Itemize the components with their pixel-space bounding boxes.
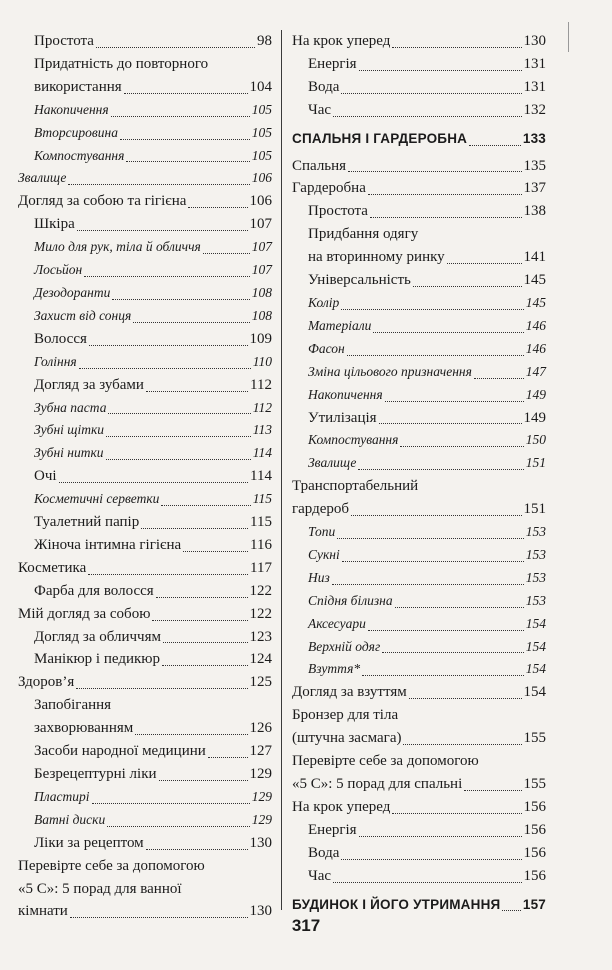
- toc-entry: [18, 145, 272, 168]
- toc-entry: [18, 855, 272, 924]
- dot-leader: [203, 252, 250, 254]
- toc-entry-title-cont: (штучна засмага): [292, 730, 402, 747]
- toc-entry-title: СПАЛЬНЯ І ГАРДЕРОБНА: [292, 130, 468, 146]
- dot-leader: [108, 412, 250, 414]
- toc-page-number: 114: [252, 445, 272, 461]
- toc-page-number: 106: [251, 170, 272, 186]
- toc-entry: [18, 99, 272, 122]
- dot-leader: [152, 619, 247, 621]
- page-number: 317: [291, 916, 321, 935]
- toc-page-number: 114: [250, 468, 272, 485]
- toc-page-number: 155: [523, 776, 546, 792]
- toc-entry-title: Взуття*: [308, 661, 361, 677]
- toc-entry: [292, 407, 546, 430]
- toc-entry-title: Придбання одягу: [308, 226, 419, 243]
- toc-entry-title: Косметичні серветки: [34, 491, 160, 507]
- toc-page-number: 157: [522, 896, 546, 912]
- toc-page-number: 149: [523, 409, 546, 426]
- toc-entry: [18, 259, 272, 282]
- dot-leader: [395, 606, 524, 608]
- dot-leader: [359, 69, 522, 71]
- toc-entry-title: Топи: [308, 524, 336, 540]
- toc-page-number: 153: [525, 592, 546, 608]
- toc-page-number: 122: [249, 605, 272, 622]
- toc-entry-last-line: [34, 76, 272, 99]
- dot-leader: [68, 183, 249, 185]
- toc-section-heading: [292, 894, 546, 917]
- toc-page-number: 130: [523, 33, 546, 49]
- toc-page-number: 135: [523, 157, 546, 174]
- toc-entry-title: Час: [308, 867, 332, 884]
- dot-leader: [146, 848, 248, 850]
- toc-page-number: 105: [251, 124, 272, 140]
- toc-entry: [292, 76, 546, 99]
- dot-leader: [107, 825, 250, 827]
- toc-page-number: 113: [252, 422, 272, 438]
- toc-page-number: 151: [523, 501, 546, 518]
- toc-entry: [292, 429, 546, 452]
- dot-leader: [106, 435, 251, 437]
- toc-page-number: 153: [525, 524, 546, 540]
- toc-entry-title: Аксесуари: [308, 615, 366, 631]
- toc-page-number: 154: [525, 615, 546, 631]
- toc-page-number: 105: [251, 147, 272, 163]
- toc-page-number: 123: [249, 628, 272, 645]
- toc-entry: [18, 236, 272, 259]
- toc-left-column: [18, 30, 272, 923]
- toc-page-number: 133: [522, 130, 546, 146]
- toc-entry-title: Ватні диски: [34, 811, 106, 827]
- toc-entry-title-cont: захворюванням: [34, 720, 134, 737]
- dot-leader: [161, 504, 250, 506]
- toc-entry: [18, 648, 272, 671]
- toc-entry-title: Придатність до повторного: [34, 55, 209, 72]
- dot-leader: [156, 596, 248, 598]
- dot-leader: [370, 216, 522, 218]
- dot-leader: [120, 138, 250, 140]
- dot-leader: [362, 674, 524, 676]
- toc-entry-title: Час: [308, 101, 332, 118]
- toc-page-number: 112: [252, 399, 272, 415]
- toc-entry-last-line: [292, 727, 546, 750]
- toc-entry: [18, 30, 272, 53]
- dot-leader: [502, 909, 520, 911]
- toc-entry-title: БУДИНОК І ЙОГО УТРИМАННЯ: [292, 896, 501, 912]
- toc-entry-last-line: [308, 246, 546, 269]
- toc-page-number: 145: [525, 294, 546, 310]
- toc-entry-title: Запобігання: [34, 697, 112, 714]
- toc-entry: [18, 167, 272, 190]
- toc-entry: [292, 223, 546, 269]
- toc-entry-title: Компостування: [308, 432, 399, 448]
- toc-entry-title: Перевірте себе за допомогою: [18, 857, 205, 874]
- toc-entry: [292, 315, 546, 338]
- toc-entry-title: Енергія: [308, 55, 357, 72]
- toc-entry: [292, 30, 546, 53]
- toc-entry: [18, 488, 272, 511]
- toc-entry-title-cont: на вторинному ринку: [308, 249, 445, 266]
- dot-leader: [392, 812, 521, 814]
- toc-entry-title: Спідня білизна: [308, 592, 393, 608]
- dot-leader: [358, 468, 523, 470]
- dot-leader: [59, 481, 249, 483]
- toc-entry: [292, 361, 546, 384]
- toc-entry-title: Низ: [308, 569, 330, 585]
- toc-entry: [292, 819, 546, 842]
- toc-page-number: 131: [523, 55, 546, 72]
- toc-entry: [292, 177, 546, 200]
- toc-entry-title: Косметика: [18, 559, 87, 576]
- toc-page-number: 154: [525, 661, 546, 677]
- toc-page-number: 156: [523, 798, 546, 815]
- toc-entry-title: Манікюр і педикюр: [34, 651, 160, 668]
- toc-page-number: 117: [250, 559, 272, 576]
- toc-entry: [18, 305, 272, 328]
- toc-entry-title: Енергія: [308, 821, 357, 838]
- toc-entry-title: Сукні: [308, 546, 340, 562]
- toc-entry-title: Накопичення: [308, 386, 383, 402]
- toc-page-number: 126: [249, 720, 272, 737]
- toc-entry-title: Лосьйон: [34, 262, 83, 278]
- dot-leader: [96, 46, 255, 48]
- dot-leader: [464, 789, 521, 791]
- toc-entry-title: Фарба для волосся: [34, 582, 154, 599]
- toc-entry-title: Гоління: [34, 353, 77, 369]
- dot-leader: [359, 835, 522, 837]
- dot-leader: [347, 354, 524, 356]
- toc-page-number: 107: [249, 216, 272, 233]
- toc-entry-title: Універсальність: [308, 272, 411, 289]
- toc-entry-title: Вода: [308, 78, 340, 95]
- dot-leader: [392, 46, 521, 48]
- dot-leader: [333, 881, 521, 883]
- toc-entry-title: Вторсировина: [34, 124, 118, 140]
- dot-leader: [342, 560, 524, 562]
- toc-entry-title: Захист від сонця: [34, 307, 132, 323]
- toc-entry: [18, 763, 272, 786]
- toc-entry-title: Жіноча інтимна гігієна: [34, 536, 182, 553]
- toc-entry: [18, 442, 272, 465]
- toc-entry-title: На крок уперед: [292, 798, 391, 815]
- toc-page-number: 108: [251, 307, 272, 323]
- toc-entry: [18, 740, 272, 763]
- toc-entry-title: Компостування: [34, 147, 125, 163]
- toc-page-number: 115: [250, 514, 272, 531]
- toc-entry: [292, 636, 546, 659]
- toc-page-number: 151: [525, 455, 546, 471]
- dot-leader: [413, 285, 522, 287]
- toc-page-number: 129: [249, 766, 272, 782]
- toc-entry: [18, 694, 272, 740]
- toc-entry: [292, 475, 546, 521]
- toc-entry-title: Спальня: [292, 157, 347, 174]
- toc-page-number: 104: [249, 78, 272, 95]
- dot-leader: [409, 697, 522, 699]
- toc-entry-title: Накопичення: [34, 101, 109, 117]
- toc-page-number: 145: [523, 272, 546, 289]
- toc-page-number: 150: [525, 432, 546, 448]
- toc-entry: [292, 842, 546, 865]
- toc-entry: [292, 658, 546, 681]
- toc-page-number: 155: [523, 730, 546, 747]
- dot-leader: [88, 573, 248, 575]
- toc-entry-title: Мило для рук, тіла й обличчя: [34, 239, 201, 255]
- dot-leader: [379, 422, 522, 424]
- dot-leader: [162, 664, 248, 666]
- toc-entry-title: Звалище: [18, 170, 67, 186]
- dot-leader: [469, 144, 521, 146]
- toc-page-number: 156: [523, 844, 546, 861]
- dot-leader: [368, 629, 524, 631]
- dot-leader: [146, 390, 248, 392]
- toc-entry-title: На крок уперед: [292, 33, 391, 49]
- dot-leader: [368, 193, 522, 195]
- toc-entry: [292, 338, 546, 361]
- toc-page-number: 156: [523, 867, 546, 884]
- toc-entry: [292, 53, 546, 76]
- toc-entry-title: Перевірте себе за допомогою: [292, 753, 479, 770]
- scan-edge-mark: [568, 22, 569, 52]
- toc-entry-title: Верхній одяг: [308, 638, 381, 654]
- toc-entry-title: Утилізація: [308, 409, 377, 426]
- column-divider: [281, 30, 282, 910]
- toc-page-number: 108: [251, 284, 272, 300]
- dot-leader: [403, 743, 521, 745]
- toc-entry: [292, 544, 546, 567]
- dot-leader: [351, 514, 521, 516]
- toc-entry-title: Пластирі: [34, 788, 90, 804]
- dot-leader: [373, 331, 523, 333]
- toc-page-number: 124: [249, 651, 272, 668]
- toc-page-number: 131: [523, 78, 546, 95]
- toc-entry: [292, 155, 546, 178]
- toc-entry-title: Простота: [308, 203, 368, 220]
- toc-entry-title: Безрецептурні ліки: [34, 766, 157, 782]
- dot-leader: [337, 537, 523, 539]
- toc-entry-title: Догляд за обличчям: [34, 628, 161, 645]
- toc-entry-last-line: [292, 773, 546, 796]
- toc-entry: [18, 511, 272, 534]
- dot-leader: [135, 733, 247, 735]
- toc-entry-title: Вода: [308, 844, 340, 861]
- toc-entry-title: Здоров’я: [18, 674, 75, 691]
- toc-page-number: 106: [249, 193, 272, 210]
- toc-entry: [18, 351, 272, 374]
- toc-entry-title: Зубні щітки: [34, 422, 105, 438]
- toc-entry-title: Догляд за собою та гігієна: [18, 193, 187, 210]
- toc-entry-title: Шкіра: [34, 216, 75, 233]
- toc-page-number: 112: [250, 376, 272, 393]
- dot-leader: [106, 458, 251, 460]
- toc-page-number: 146: [525, 317, 546, 333]
- dot-leader: [332, 583, 524, 585]
- dot-leader: [382, 651, 524, 653]
- toc-entry: [292, 865, 546, 888]
- toc-page-number: 153: [525, 546, 546, 562]
- toc-entry: [18, 53, 272, 99]
- toc-entry-title: Догляд за зубами: [34, 376, 144, 393]
- toc-entry-title: Зубна паста: [34, 399, 107, 415]
- toc-entry-title-cont: гардероб: [292, 501, 350, 518]
- toc-page-number: 107: [251, 262, 272, 278]
- dot-leader: [348, 170, 521, 172]
- toc-entry: [292, 681, 546, 704]
- toc-entry-title: Зміна цільового призначення: [308, 363, 472, 379]
- toc-entry: [18, 534, 272, 557]
- dot-leader: [79, 367, 251, 369]
- toc-entry-title-cont: використання: [34, 78, 122, 95]
- toc-entry-title: Зубні нитки: [34, 445, 104, 461]
- toc-entry-title: Колір: [308, 294, 340, 310]
- toc-entry-title-cont: «5 С»: 5 порад для ванної: [18, 880, 182, 897]
- toc-entry: [18, 190, 272, 213]
- toc-page-number: 107: [251, 239, 272, 255]
- toc-entry: [18, 122, 272, 145]
- toc-entry: [18, 603, 272, 626]
- toc-entry-title: Звалище: [308, 455, 357, 471]
- dot-leader: [208, 756, 248, 758]
- dot-leader: [474, 377, 524, 379]
- toc-entry-title: Мій догляд за собою: [18, 605, 151, 622]
- toc-entry-title-cont: кімнати: [18, 903, 68, 920]
- toc-entry: [292, 521, 546, 544]
- toc-entry-title: Дезодоранти: [34, 284, 111, 300]
- toc-entry: [18, 465, 272, 488]
- toc-entry-title: Очі: [34, 468, 57, 485]
- toc-section-heading: [292, 128, 546, 151]
- toc-entry: [292, 704, 546, 750]
- toc-entry: [292, 200, 546, 223]
- toc-entry: [18, 397, 272, 420]
- dot-leader: [333, 115, 521, 117]
- dot-leader: [89, 344, 248, 346]
- toc-entry-title: Фасон: [308, 340, 345, 356]
- dot-leader: [112, 298, 249, 300]
- toc-entry-title-cont: «5 С»: 5 порад для спальні: [292, 776, 463, 792]
- toc-page-number: 132: [523, 101, 546, 118]
- toc-page-number: 154: [523, 684, 546, 701]
- toc-entry: [18, 419, 272, 442]
- dot-leader: [188, 206, 247, 208]
- dot-leader: [124, 92, 248, 94]
- dot-leader: [163, 641, 248, 643]
- toc-page-number: 156: [523, 821, 546, 838]
- dot-leader: [141, 527, 248, 529]
- toc-right-column: [292, 30, 546, 920]
- toc-entry-title: Волосся: [34, 330, 87, 347]
- toc-page-number: 153: [525, 569, 546, 585]
- toc-entry: [18, 671, 272, 694]
- dot-leader: [341, 92, 521, 94]
- toc-page-number: 109: [249, 330, 272, 347]
- toc-entry: [18, 580, 272, 603]
- toc-entry: [18, 282, 272, 305]
- toc-page-number: 146: [525, 340, 546, 356]
- toc-entry: [292, 269, 546, 292]
- dot-leader: [400, 445, 523, 447]
- toc-entry-title: Туалетний папір: [34, 514, 140, 531]
- toc-entry: [18, 213, 272, 236]
- toc-page-number: 127: [249, 743, 272, 760]
- dot-leader: [126, 160, 249, 162]
- toc-page-number: 115: [252, 491, 272, 507]
- toc-entry: [18, 374, 272, 397]
- toc-entry: [292, 750, 546, 796]
- toc-entry: [292, 613, 546, 636]
- toc-page-number: 138: [523, 203, 546, 220]
- toc-entry: [18, 786, 272, 809]
- toc-page-number: 129: [251, 788, 272, 804]
- dot-leader: [341, 308, 523, 310]
- toc-page-number: 122: [249, 582, 272, 599]
- toc-page-number: 105: [251, 101, 272, 117]
- toc-page-number: 137: [523, 180, 546, 197]
- toc-entry: [18, 557, 272, 580]
- toc-page-number: 147: [525, 363, 546, 379]
- toc-entry: [292, 384, 546, 407]
- toc-entry: [18, 328, 272, 351]
- toc-entry: [292, 567, 546, 590]
- toc-entry-title: Гардеробна: [292, 180, 366, 197]
- toc-entry-title: Матеріали: [308, 317, 372, 333]
- toc-page-number: 110: [252, 353, 272, 369]
- toc-page-number: 149: [525, 386, 546, 402]
- toc-entry-title: Ліки за рецептом: [34, 834, 144, 851]
- toc-entry: [292, 292, 546, 315]
- dot-leader: [133, 321, 250, 323]
- toc-page-number: 141: [523, 249, 546, 266]
- toc-entry: [18, 832, 272, 855]
- dot-leader: [183, 550, 248, 552]
- toc-entry-title: Догляд за взуттям: [292, 684, 407, 701]
- toc-page-number: 98: [257, 33, 272, 49]
- toc-entry: [18, 626, 272, 649]
- dot-leader: [92, 802, 250, 804]
- dot-leader: [385, 400, 524, 402]
- dot-leader: [84, 275, 250, 277]
- toc-entry-title: Транспортабельний: [292, 478, 419, 495]
- dot-leader: [76, 687, 247, 689]
- dot-leader: [77, 229, 248, 231]
- dot-leader: [447, 262, 522, 264]
- toc-page-number: 125: [249, 674, 272, 691]
- toc-entry-last-line: [292, 498, 546, 521]
- dot-leader: [111, 115, 250, 117]
- toc-entry-title: Простота: [34, 33, 94, 49]
- toc-page-number: 129: [251, 811, 272, 827]
- dot-leader: [159, 779, 248, 781]
- dot-leader: [341, 858, 521, 860]
- toc-entry-title: Засоби народної медицини: [34, 743, 206, 760]
- toc-page-number: 116: [250, 536, 272, 553]
- toc-entry: [292, 99, 546, 122]
- toc-entry: [292, 796, 546, 819]
- toc-entry-last-line: [34, 717, 272, 740]
- toc-entry: [292, 590, 546, 613]
- toc-entry: [18, 809, 272, 832]
- toc-page-number: 130: [249, 903, 272, 920]
- toc-page-number: 154: [525, 638, 546, 654]
- toc-entry-title: Бронзер для тіла: [292, 707, 399, 724]
- toc-entry: [292, 452, 546, 475]
- toc-page-number: 130: [249, 834, 272, 851]
